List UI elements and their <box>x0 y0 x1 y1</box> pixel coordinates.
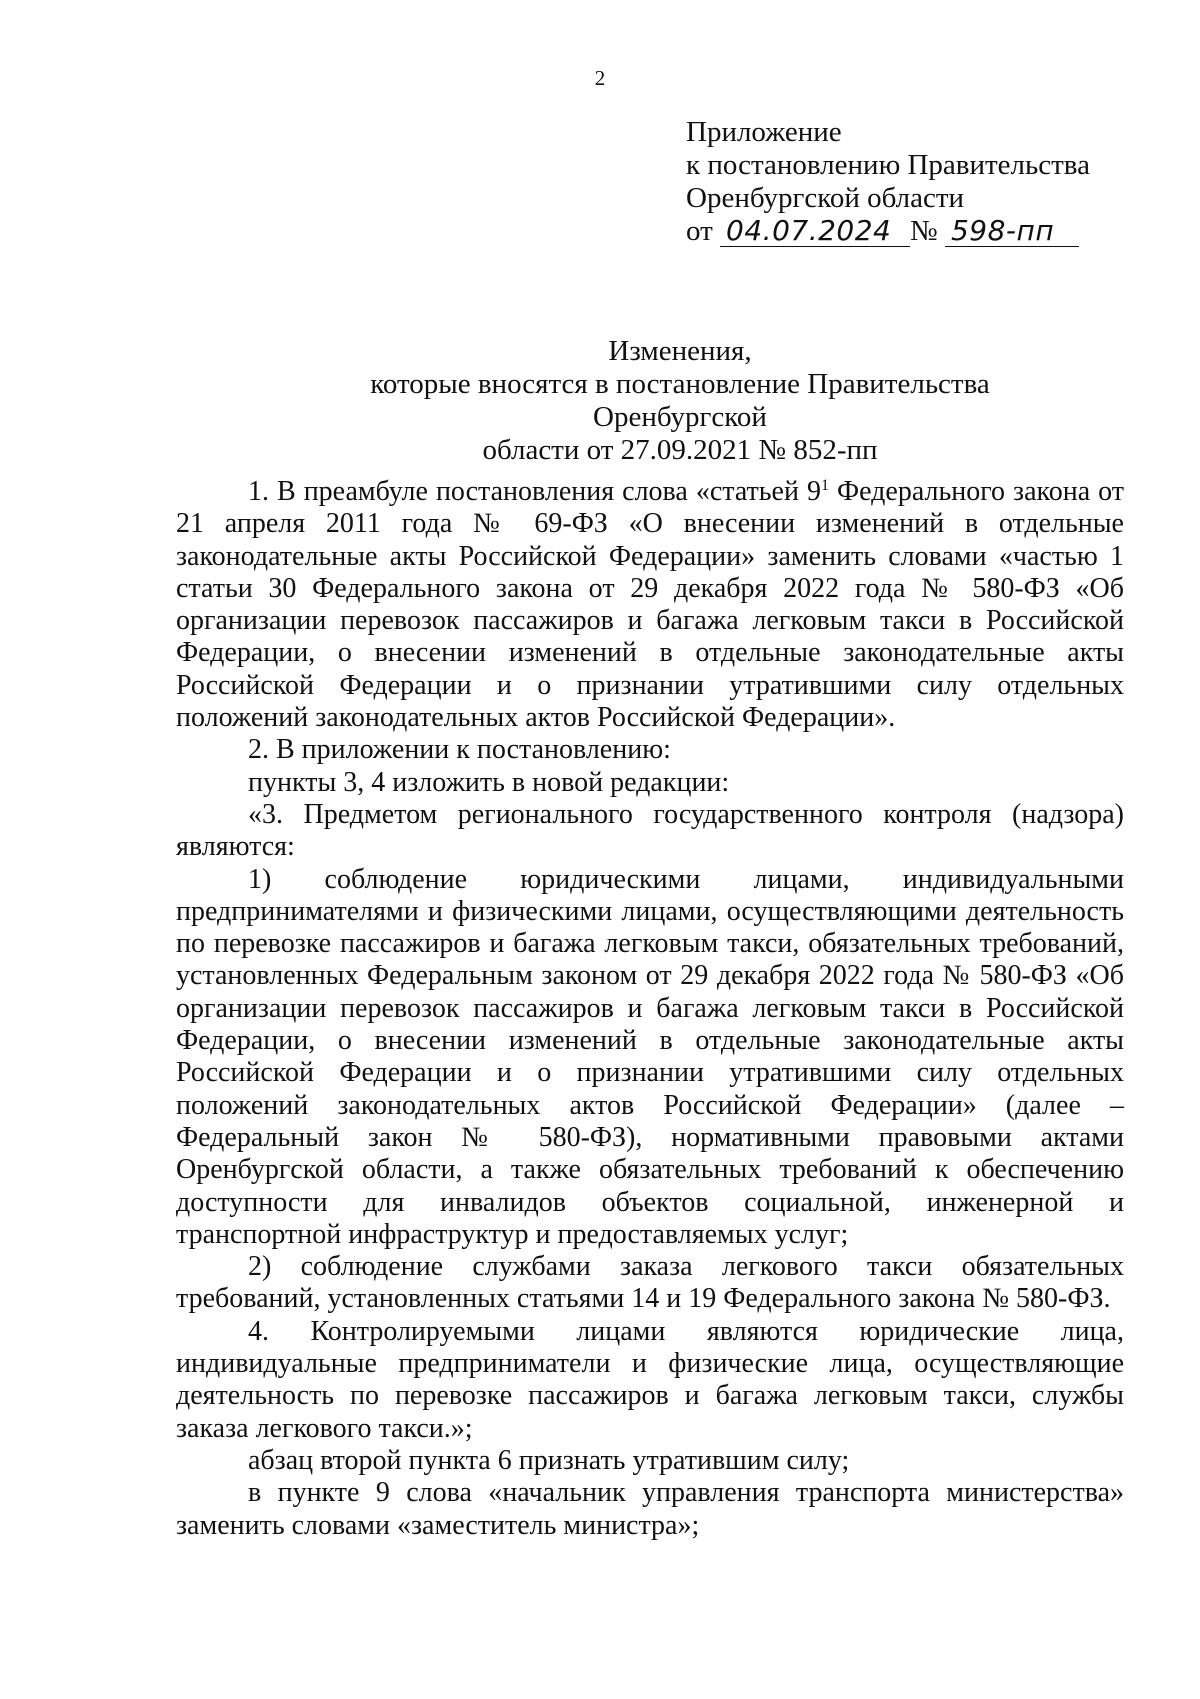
appendix-line-resolution: к постановлению Правительства <box>686 149 1090 181</box>
paragraph-7: 4. Контролируемыми лицами являются юридические лица, индивидуальные предприниматели и физические лица, осуществляющие деятельность по перевозке пассажиров и багажа легковым такси, службы заказа легкового такси.»; <box>176 1315 1124 1444</box>
paragraph-2: 2. В приложении к постановлению: <box>248 734 671 766</box>
appendix-line-region: Оренбургской области <box>686 182 965 214</box>
document-body <box>176 476 1124 1542</box>
page-number: 2 <box>594 66 606 90</box>
document-title <box>280 335 1080 467</box>
paragraph-4: «3. Предметом регионального государственного контроля (надзора) являются: <box>176 798 1124 863</box>
paragraph-1-rest: Федерального закона от 21 апреля 2011 года № 69-ФЗ «О внесении изменений в отдельные законодательные акты Российской Федерации» заменить словами «частью 1 статьи 30 Федерального закона от 29 декабря 2022 года № 580-ФЗ «Об организации перевозок пассажиров и багажа легковым такси в Российской Федерации, о внесении изменений в отдельные законодательные акты Российской Федерации и о признании утратившими силу отдельных положений законодательных актов Российской Федерации». <box>176 476 1124 734</box>
from-label: от <box>686 215 713 247</box>
paragraph-8: абзац второй пункта 6 признать утратившим силу; <box>248 1444 850 1476</box>
appendix-date-number-line <box>686 215 1090 248</box>
title-line-3: области от 27.09.2021 № 852-пп <box>482 434 878 466</box>
appendix-header <box>686 116 1090 248</box>
paragraph-5: 1) соблюдение юридическими лицами, индивидуальными предпринимателями и физическими лицами, осуществляющими деятельность по перевозке пассажиров и багажа легковым такси, обязательных требований, установленных Федеральным законом от 29 декабря 2022 года № 580-ФЗ «Об организации перевозок пассажиров и багажа легковым такси в Российской Федерации, о внесении изменений в отдельные законодательные акты Российской Федерации и о признании утратившими силу отдельных положений законодательных актов Российской Федерации» (далее – Федеральный закон № 580-ФЗ), нормативными правовыми актами Оренбургской области, а также обязательных требований к обеспечению доступности для инвалидов объектов социальной, инженерной и транспортной инфраструктур и предоставляемых услуг; <box>176 863 1124 1250</box>
paragraph-1-start: 1. В преамбуле постановления слова «статьей 9 <box>248 476 821 507</box>
number-sign: № <box>910 215 938 247</box>
appendix-title: Приложение <box>686 116 842 148</box>
title-line-1: Изменения, <box>608 335 752 367</box>
paragraph-6: 2) соблюдение службами заказа легкового такси обязательных требований, установленных статьями 14 и 19 Федерального закона № 580-ФЗ. <box>176 1251 1124 1315</box>
title-line-2: которые вносятся в постановление Правительства Оренбургской <box>370 368 990 433</box>
handwritten-date: 04.07.2024 <box>720 216 910 247</box>
paragraph-3: пункты 3, 4 изложить в новой редакции: <box>248 766 730 798</box>
paragraph-9: в пункте 9 слова «начальник управления транспорта министерства» заменить словами «заместитель министра»; <box>176 1477 1124 1541</box>
superscript-1: 1 <box>820 477 829 494</box>
paragraph-1 <box>176 476 1124 734</box>
handwritten-number: 598-пп <box>945 216 1079 247</box>
